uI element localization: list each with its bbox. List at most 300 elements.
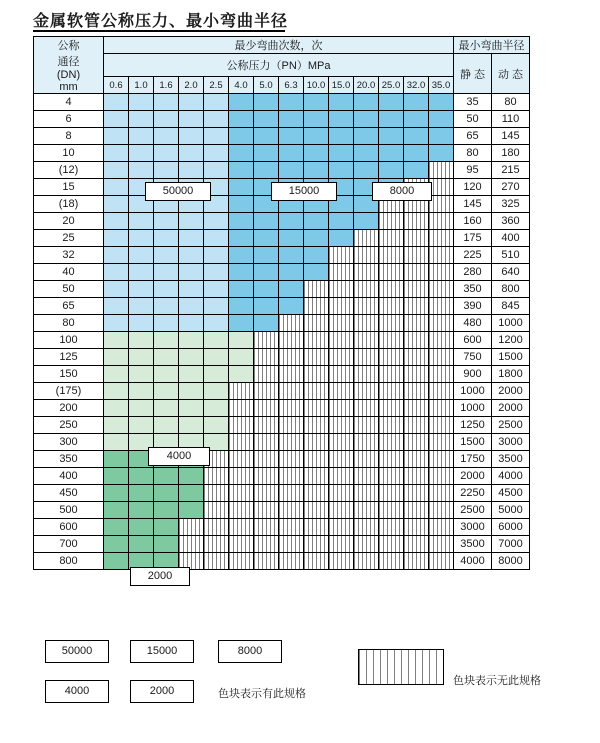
spec-cell: [154, 332, 179, 349]
spec-cell: [279, 264, 304, 281]
legend-item-8000: 8000: [218, 640, 282, 663]
dn-value: 20: [34, 213, 104, 230]
spec-cell: [429, 315, 454, 332]
spec-cell: [254, 502, 279, 519]
spec-cell: [104, 485, 129, 502]
spec-cell: [329, 485, 354, 502]
dynamic-radius-value: 6000: [492, 519, 530, 536]
spec-cell: [229, 451, 254, 468]
spec-cell: [229, 315, 254, 332]
spec-cell: [204, 281, 229, 298]
header-row-2: [34, 54, 530, 77]
spec-cell: [204, 111, 229, 128]
dn-value: 4: [34, 94, 104, 111]
pressure-column-header: 32.0: [404, 77, 429, 94]
dynamic-radius-value: 1000: [492, 315, 530, 332]
spec-cell: [254, 553, 279, 570]
cycle-count-label: 4000: [148, 447, 210, 466]
spec-cell: [154, 315, 179, 332]
dn-value: (12): [34, 162, 104, 179]
spec-cell: [404, 111, 429, 128]
static-radius-value: 750: [454, 349, 492, 366]
static-radius-value: 145: [454, 196, 492, 213]
spec-cell: [429, 366, 454, 383]
spec-cell: [279, 536, 304, 553]
pn-header: 公称压力（PN）MPa: [104, 54, 454, 77]
table-row: [34, 468, 530, 485]
spec-cell: [104, 400, 129, 417]
table-row: [34, 434, 530, 451]
spec-cell: [354, 383, 379, 400]
spec-cell: [379, 349, 404, 366]
table-row: [34, 230, 530, 247]
spec-cell: [304, 94, 329, 111]
spec-cell: [404, 383, 429, 400]
spec-cell: [254, 281, 279, 298]
spec-cell: [229, 383, 254, 400]
spec-cell: [129, 502, 154, 519]
spec-cell: [154, 400, 179, 417]
spec-cell: [279, 145, 304, 162]
spec-cell: [304, 468, 329, 485]
spec-cell: [379, 400, 404, 417]
pressure-column-header: 1.0: [129, 77, 154, 94]
spec-cell: [104, 179, 129, 196]
spec-cell: [229, 179, 254, 196]
spec-cell: [279, 332, 304, 349]
spec-cell: [279, 417, 304, 434]
dn-header-line1: 公称: [57, 40, 80, 52]
dn-value: 400: [34, 468, 104, 485]
spec-cell: [229, 417, 254, 434]
spec-cell: [229, 94, 254, 111]
spec-cell: [154, 111, 179, 128]
spec-cell: [404, 128, 429, 145]
spec-cell: [279, 128, 304, 145]
header-row-1: [34, 37, 530, 54]
spec-cell: [329, 536, 354, 553]
spec-cell: [229, 332, 254, 349]
dynamic-radius-value: 800: [492, 281, 530, 298]
static-radius-value: 35: [454, 94, 492, 111]
spec-cell: [329, 553, 354, 570]
dynamic-radius-value: 3500: [492, 451, 530, 468]
spec-cell: [279, 485, 304, 502]
spec-cell: [379, 553, 404, 570]
dynamic-radius-value: 80: [492, 94, 530, 111]
spec-cell: [429, 400, 454, 417]
spec-cell: [329, 281, 354, 298]
spec-cell: [104, 111, 129, 128]
spec-cell: [129, 417, 154, 434]
spec-cell: [429, 247, 454, 264]
spec-cell: [204, 417, 229, 434]
spec-cell: [204, 162, 229, 179]
static-radius-value: 1000: [454, 400, 492, 417]
spec-cell: [304, 383, 329, 400]
spec-cell: [154, 349, 179, 366]
spec-cell: [104, 196, 129, 213]
spec-cell: [354, 281, 379, 298]
table-row: [34, 502, 530, 519]
spec-cell: [379, 264, 404, 281]
radius-static-header: 静 态: [454, 54, 492, 94]
table-row: [34, 553, 530, 570]
spec-cell: [229, 162, 254, 179]
spec-cell: [254, 383, 279, 400]
spec-cell: [354, 94, 379, 111]
radius-dynamic-header: 动 态: [492, 54, 530, 94]
spec-cell: [329, 383, 354, 400]
spec-cell: [329, 128, 354, 145]
spec-cell: [304, 434, 329, 451]
spec-cell: [304, 366, 329, 383]
dn-value: 450: [34, 485, 104, 502]
spec-cell: [279, 519, 304, 536]
spec-cell: [254, 434, 279, 451]
dn-value: 8: [34, 128, 104, 145]
legend-hatch-swatch: [358, 649, 444, 685]
spec-cell: [279, 468, 304, 485]
spec-cell: [304, 247, 329, 264]
spec-cell: [204, 400, 229, 417]
table-row: [34, 383, 530, 400]
spec-cell: [379, 128, 404, 145]
dn-value: 150: [34, 366, 104, 383]
dynamic-radius-value: 2500: [492, 417, 530, 434]
spec-cell: [354, 162, 379, 179]
static-radius-value: 95: [454, 162, 492, 179]
spec-cell: [354, 519, 379, 536]
spec-cell: [104, 298, 129, 315]
table-row: [34, 315, 530, 332]
static-radius-value: 50: [454, 111, 492, 128]
spec-cell: [304, 536, 329, 553]
spec-cell: [229, 281, 254, 298]
spec-cell: [179, 366, 204, 383]
spec-cell: [329, 230, 354, 247]
spec-cell: [229, 264, 254, 281]
spec-cell: [379, 230, 404, 247]
dn-header-line4: mm: [59, 81, 78, 93]
dn-value: 125: [34, 349, 104, 366]
spec-cell: [404, 400, 429, 417]
spec-cell: [354, 247, 379, 264]
spec-cell: [179, 230, 204, 247]
dynamic-radius-value: 510: [492, 247, 530, 264]
table-row: [34, 366, 530, 383]
spec-cell: [104, 128, 129, 145]
spec-cell: [354, 468, 379, 485]
spec-cell: [204, 94, 229, 111]
dn-value: 32: [34, 247, 104, 264]
dynamic-radius-value: 4000: [492, 468, 530, 485]
spec-cell: [204, 366, 229, 383]
spec-cell: [329, 145, 354, 162]
spec-cell: [379, 383, 404, 400]
spec-cell: [329, 247, 354, 264]
static-radius-value: 65: [454, 128, 492, 145]
spec-cell: [429, 196, 454, 213]
spec-cell: [279, 383, 304, 400]
spec-cell: [254, 298, 279, 315]
spec-cell: [304, 128, 329, 145]
spec-cell: [204, 468, 229, 485]
static-radius-value: 1750: [454, 451, 492, 468]
spec-cell: [229, 298, 254, 315]
spec-cell: [179, 145, 204, 162]
spec-cell: [404, 247, 429, 264]
spec-cell: [304, 485, 329, 502]
static-radius-value: 350: [454, 281, 492, 298]
spec-cell: [379, 281, 404, 298]
dynamic-radius-value: 5000: [492, 502, 530, 519]
spec-cell: [379, 332, 404, 349]
dn-value: 100: [34, 332, 104, 349]
spec-cell: [404, 468, 429, 485]
dynamic-radius-value: 1200: [492, 332, 530, 349]
dynamic-radius-value: 215: [492, 162, 530, 179]
spec-cell: [229, 434, 254, 451]
spec-cell: [304, 502, 329, 519]
spec-cell: [429, 298, 454, 315]
spec-cell: [429, 145, 454, 162]
dn-value: 800: [34, 553, 104, 570]
static-radius-value: 2000: [454, 468, 492, 485]
spec-cell: [104, 281, 129, 298]
table-row: [34, 349, 530, 366]
spec-cell: [304, 400, 329, 417]
spec-cell: [179, 485, 204, 502]
spec-cell: [229, 196, 254, 213]
dn-value: 200: [34, 400, 104, 417]
spec-cell: [104, 145, 129, 162]
spec-cell: [204, 383, 229, 400]
spec-cell: [254, 264, 279, 281]
spec-cell: [129, 145, 154, 162]
spec-cell: [379, 536, 404, 553]
spec-cell: [279, 451, 304, 468]
spec-cell: [154, 519, 179, 536]
spec-cell: [354, 366, 379, 383]
spec-cell: [179, 417, 204, 434]
spec-cell: [404, 281, 429, 298]
spec-cell: [379, 247, 404, 264]
spec-table: [33, 36, 530, 570]
spec-cell: [379, 298, 404, 315]
spec-cell: [304, 519, 329, 536]
spec-cell: [304, 315, 329, 332]
spec-cell: [304, 213, 329, 230]
spec-cell: [129, 315, 154, 332]
spec-cell: [404, 434, 429, 451]
spec-cell: [404, 536, 429, 553]
spec-cell: [204, 145, 229, 162]
dn-value: 350: [34, 451, 104, 468]
legend-item-2000: 2000: [130, 680, 194, 703]
spec-cell: [404, 145, 429, 162]
spec-cell: [129, 332, 154, 349]
spec-cell: [279, 298, 304, 315]
table-row: [34, 281, 530, 298]
spec-cell: [154, 264, 179, 281]
spec-cell: [354, 349, 379, 366]
spec-cell: [354, 145, 379, 162]
dn-value: 40: [34, 264, 104, 281]
spec-cell: [304, 298, 329, 315]
spec-cell: [404, 485, 429, 502]
spec-cell: [204, 519, 229, 536]
dynamic-radius-value: 400: [492, 230, 530, 247]
spec-cell: [429, 179, 454, 196]
cycle-count-label: 2000: [130, 567, 190, 586]
spec-cell: [254, 145, 279, 162]
title-underline: [33, 30, 285, 32]
spec-cell: [179, 111, 204, 128]
spec-cell: [154, 145, 179, 162]
spec-cell: [354, 502, 379, 519]
spec-cell: [154, 94, 179, 111]
static-radius-value: 900: [454, 366, 492, 383]
spec-cell: [154, 468, 179, 485]
spec-cell: [279, 94, 304, 111]
spec-cell: [254, 485, 279, 502]
spec-cell: [229, 468, 254, 485]
spec-cell: [179, 383, 204, 400]
dynamic-radius-value: 1500: [492, 349, 530, 366]
spec-cell: [354, 213, 379, 230]
dynamic-radius-value: 360: [492, 213, 530, 230]
spec-cell: [104, 366, 129, 383]
spec-cell: [404, 230, 429, 247]
spec-cell: [104, 553, 129, 570]
spec-cell: [154, 128, 179, 145]
dn-value: 50: [34, 281, 104, 298]
pressure-column-header: 1.6: [154, 77, 179, 94]
spec-cell: [379, 111, 404, 128]
spec-cell: [379, 315, 404, 332]
spec-cell: [229, 485, 254, 502]
spec-cell: [379, 451, 404, 468]
static-radius-value: 280: [454, 264, 492, 281]
spec-cell: [179, 332, 204, 349]
dynamic-radius-value: 4500: [492, 485, 530, 502]
spec-cell: [279, 281, 304, 298]
spec-cell: [379, 519, 404, 536]
spec-cell: [129, 162, 154, 179]
spec-cell: [404, 553, 429, 570]
spec-cell: [404, 366, 429, 383]
spec-cell: [279, 230, 304, 247]
spec-cell: [429, 213, 454, 230]
spec-cell: [354, 264, 379, 281]
dn-value: 65: [34, 298, 104, 315]
pressure-column-header: 5.0: [254, 77, 279, 94]
spec-cell: [179, 298, 204, 315]
spec-cell: [379, 417, 404, 434]
spec-cell: [354, 298, 379, 315]
pressure-column-header: 15.0: [329, 77, 354, 94]
spec-cell: [354, 434, 379, 451]
spec-cell: [304, 281, 329, 298]
static-radius-value: 4000: [454, 553, 492, 570]
legend-item-4000: 4000: [45, 680, 109, 703]
spec-cell: [179, 502, 204, 519]
dynamic-radius-value: 2000: [492, 400, 530, 417]
spec-cell: [304, 349, 329, 366]
spec-cell: [354, 111, 379, 128]
spec-cell: [204, 230, 229, 247]
legend-item-50000: 50000: [45, 640, 109, 663]
spec-cell: [354, 332, 379, 349]
table-row: [34, 400, 530, 417]
dynamic-radius-value: 110: [492, 111, 530, 128]
spec-cell: [179, 281, 204, 298]
dn-value: 6: [34, 111, 104, 128]
pressure-column-header: 4.0: [229, 77, 254, 94]
spec-cell: [329, 298, 354, 315]
spec-cell: [179, 519, 204, 536]
spec-cell: [404, 502, 429, 519]
static-radius-value: 160: [454, 213, 492, 230]
spec-cell: [104, 519, 129, 536]
spec-cell: [104, 247, 129, 264]
dynamic-radius-value: 2000: [492, 383, 530, 400]
spec-cell: [379, 485, 404, 502]
spec-cell: [429, 162, 454, 179]
dynamic-radius-value: 270: [492, 179, 530, 196]
spec-cell: [429, 128, 454, 145]
legend-no-spec-text: 色块表示无此规格: [453, 675, 541, 687]
table-row: [34, 111, 530, 128]
spec-cell: [104, 349, 129, 366]
spec-cell: [354, 128, 379, 145]
spec-cell: [379, 145, 404, 162]
spec-cell: [404, 519, 429, 536]
spec-cell: [104, 230, 129, 247]
dynamic-radius-value: 845: [492, 298, 530, 315]
spec-cell: [254, 230, 279, 247]
spec-cell: [279, 502, 304, 519]
spec-cell: [179, 264, 204, 281]
static-radius-value: 3000: [454, 519, 492, 536]
spec-cell: [229, 366, 254, 383]
spec-cell: [129, 349, 154, 366]
spec-cell: [279, 315, 304, 332]
dn-header-line2: 通径: [57, 56, 80, 68]
dynamic-radius-value: 640: [492, 264, 530, 281]
dynamic-radius-value: 3000: [492, 434, 530, 451]
spec-cell: [254, 519, 279, 536]
dn-header-cell: [34, 37, 104, 94]
spec-cell: [429, 94, 454, 111]
spec-cell: [279, 366, 304, 383]
spec-cell: [329, 349, 354, 366]
dn-value: 600: [34, 519, 104, 536]
spec-cell: [379, 162, 404, 179]
spec-cell: [204, 247, 229, 264]
spec-cell: [204, 536, 229, 553]
table-row: [34, 94, 530, 111]
spec-cell: [404, 349, 429, 366]
spec-cell: [304, 162, 329, 179]
spec-cell: [229, 128, 254, 145]
spec-cell: [129, 213, 154, 230]
spec-cell: [254, 94, 279, 111]
spec-cell: [329, 434, 354, 451]
spec-cell: [329, 332, 354, 349]
pressure-column-header: 20.0: [354, 77, 379, 94]
